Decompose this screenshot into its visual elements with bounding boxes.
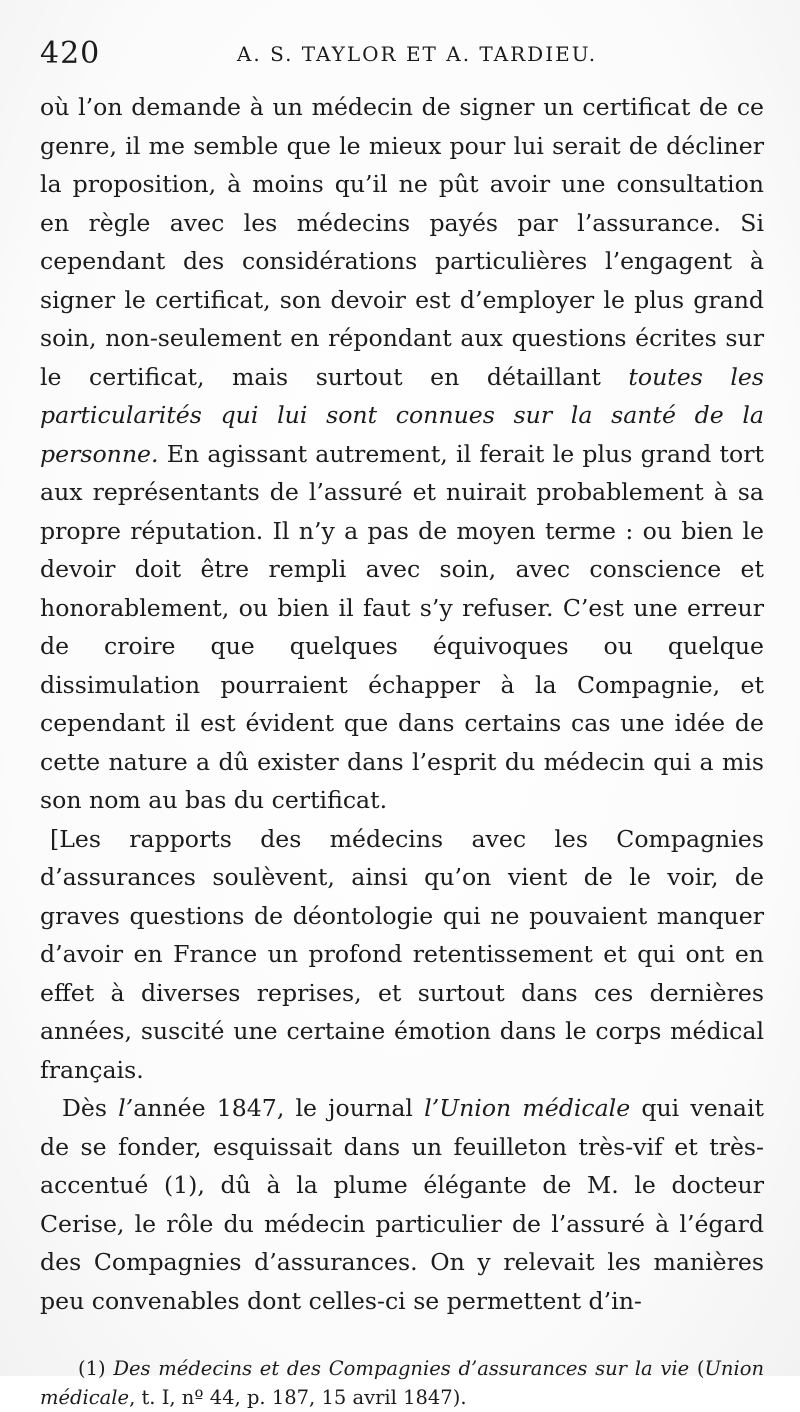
page-number: 420 bbox=[40, 36, 101, 71]
paragraph-1-italic: toutes les particularités qui lui sont connues sur la santé de la personne. bbox=[40, 362, 764, 468]
footnotes bbox=[40, 1354, 764, 1412]
footnote-italic-2: Union médicale bbox=[40, 1357, 765, 1409]
paragraph-3-italic-1: l’ bbox=[118, 1094, 134, 1122]
footnote-marker: (1) bbox=[78, 1357, 106, 1380]
footnote-1 bbox=[40, 1354, 764, 1412]
footnote-text-1: ( bbox=[689, 1357, 705, 1380]
paragraph-1-text-1: où l’on demande à un médecin de signer un certificat de ce genre, il me semble que le mieux pour lui serait de décliner la proposition, à moins qu’il ne pût avoir une consultation en règle avec les médecins payés par l’assurance. Si cependant des considérations particulières l’engagent à signer le certificat, son devoir est d’employer le plus grand soin, non-seulement en répondant aux questions écrites sur le certificat, mais surtout en détaillant bbox=[40, 93, 764, 391]
paragraph-1 bbox=[40, 88, 764, 820]
footnote-text-2: , t. I, nº 44, p. 187, 15 avril 1847). bbox=[129, 1386, 467, 1409]
paragraph-3-text-3: qui venait de se fonder, esquissait dans un feuilleton très-vif et très-accentué (1), dû à la plume élégante de M. le docteur Cerise, le rôle du médecin particulier de l’assuré à l’égard des Compagnies d’assurances. On y relevait les manières peu convenables dont celles-ci se permettent d’in- bbox=[40, 1094, 764, 1315]
body-text bbox=[40, 88, 764, 1320]
paragraph-2 bbox=[40, 820, 764, 1090]
paragraph-3-italic-2: l’Union médicale bbox=[424, 1094, 631, 1122]
running-head: A. S. TAYLOR ET A. TARDIEU. bbox=[236, 42, 598, 66]
page-header bbox=[40, 36, 764, 80]
paragraph-3 bbox=[40, 1089, 764, 1320]
paragraph-1-text-2: En agissant autrement, il ferait le plus grand tort aux représentants de l’assuré et nuirait probablement à sa propre réputation. Il n’y a pas de moyen terme : ou bien le devoir doit être rempli avec soin, avec conscience et honorablement, ou bien il faut s’y refuser. C’est une erreur de croire que quelques équivoques ou quelque dissimulation pourraient échapper à la Compagnie, et cependant il est évident que dans certains cas une idée de cette nature a dû exister dans l’esprit du médecin qui a mis son nom au bas du certificat. bbox=[40, 439, 764, 814]
paragraph-2-text: [Les rapports des médecins avec les Compagnies d’assurances soulèvent, ainsi qu’on vient de le voir, de graves questions de déontologie qui ne pouvaient manquer d’avoir en France un profond retentissement et qui ont en effet à diverses reprises, et surtout dans ces dernières années, suscité une certaine émotion dans le corps médical français. bbox=[40, 824, 764, 1084]
paragraph-3-text-2: année 1847, le journal bbox=[133, 1094, 425, 1122]
paragraph-3-text-1: Dès bbox=[62, 1094, 119, 1122]
footnote-italic-1: Des médecins et des Compagnies d’assurances sur la vie bbox=[113, 1357, 690, 1380]
